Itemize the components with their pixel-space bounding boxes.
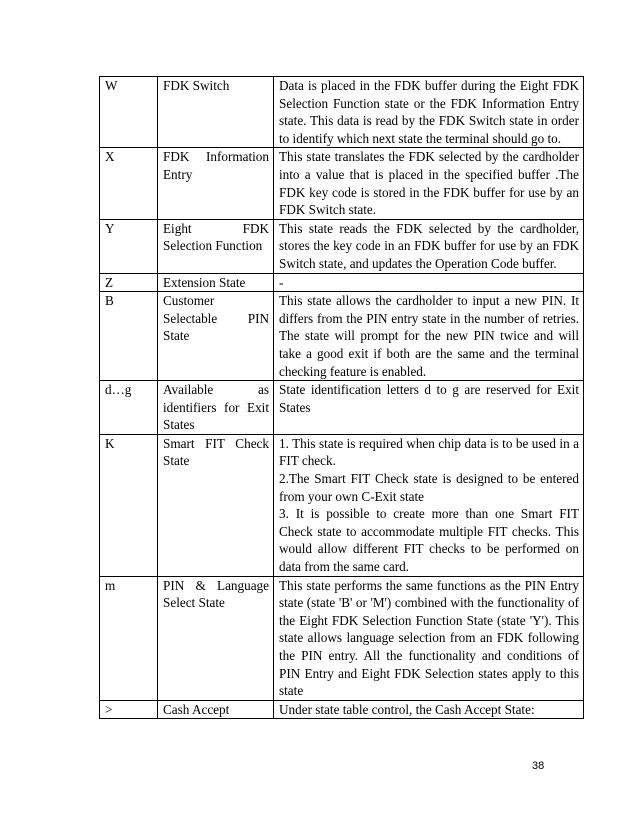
description-paragraph: 2.The Smart FIT Check state is designed to be entered from your own C-Exit state xyxy=(279,471,579,504)
state-name-cell: Available as identifiers for Exit States xyxy=(158,381,274,435)
state-description-cell xyxy=(274,576,584,700)
state-name-cell: Smart FIT Check State xyxy=(158,434,274,576)
description-paragraph: State identification letters d to g are reserved for Exit States xyxy=(279,382,579,415)
table-row xyxy=(100,219,584,273)
state-id-cell: m xyxy=(100,576,158,700)
state-description-cell xyxy=(274,292,584,381)
state-name-cell: FDK Switch xyxy=(158,77,274,148)
description-paragraph: This state translates the FDK selected by the cardholder into a value that is placed in the specified buffer .The FDK key code is stored in the FDK buffer for use by an FDK Switch state. xyxy=(279,149,579,218)
state-description-cell xyxy=(274,148,584,219)
state-name-cell: Cash Accept xyxy=(158,700,274,719)
table-row xyxy=(100,434,584,576)
description-paragraph: Under state table control, the Cash Accept State: xyxy=(279,701,535,717)
description-paragraph: This state allows the cardholder to input a new PIN. It differs from the PIN entry state in the number of retries. The state will prompt for the new PIN twice and will take a good exit if both are the same and the terminal checking feature is enabled. xyxy=(279,293,579,379)
state-id-cell: Y xyxy=(100,219,158,273)
state-description-cell xyxy=(274,219,584,273)
state-id-cell: Z xyxy=(100,273,158,292)
description-paragraph: Data is placed in the FDK buffer during the Eight FDK Selection Function state or the FDK Information Entry state. This data is read by the FDK Switch state in order to identify which next state the terminal should go to. xyxy=(279,78,579,146)
state-id-cell: W xyxy=(100,77,158,148)
state-id-cell: > xyxy=(100,700,158,719)
state-description-cell xyxy=(274,381,584,435)
state-name-cell: Customer Selectable PIN State xyxy=(158,292,274,381)
state-name-cell: Eight FDK Selection Function xyxy=(158,219,274,273)
description-paragraph: 3. It is possible to create more than one Smart FIT Check state to accommodate multiple FIT checks. This would allow different FIT checks to be performed on data from the same card. xyxy=(279,506,579,575)
state-id-cell: K xyxy=(100,434,158,576)
state-table xyxy=(99,76,584,719)
table-row xyxy=(100,292,584,381)
table-row xyxy=(100,700,584,719)
state-description-cell xyxy=(274,77,584,148)
state-description-cell xyxy=(274,434,584,576)
state-id-cell: X xyxy=(100,148,158,219)
state-id-cell: B xyxy=(100,292,158,381)
state-description-cell xyxy=(274,700,584,719)
description-paragraph: This state reads the FDK selected by the cardholder, stores the key code in an FDK buffer for use by an FDK Switch state, and updates the Operation Code buffer. xyxy=(279,220,579,271)
state-id-cell: d…g xyxy=(100,381,158,435)
description-paragraph: 1. This state is required when chip data is to be used in a FIT check. xyxy=(279,435,579,469)
state-name-cell: Extension State xyxy=(158,273,274,292)
state-table-body xyxy=(100,77,584,719)
table-row xyxy=(100,77,584,148)
description-paragraph: This state performs the same functions as the PIN Entry state (state 'B' or 'M') combined with the functionality of the Eight FDK Selection Function State (state 'Y'). This state allows language selection from an FDK following the PIN entry. All the functionality and conditions of PIN Entry and Eight FDK Selection states apply to this state xyxy=(279,577,579,699)
table-row xyxy=(100,381,584,435)
description-paragraph: - xyxy=(279,274,284,290)
state-description-cell xyxy=(274,273,584,292)
state-name-cell: FDK Information Entry xyxy=(158,148,274,219)
page-number: 38 xyxy=(532,760,545,772)
table-row xyxy=(100,576,584,700)
state-name-cell: PIN & Language Select State xyxy=(158,576,274,700)
table-row xyxy=(100,148,584,219)
table-row xyxy=(100,273,584,292)
